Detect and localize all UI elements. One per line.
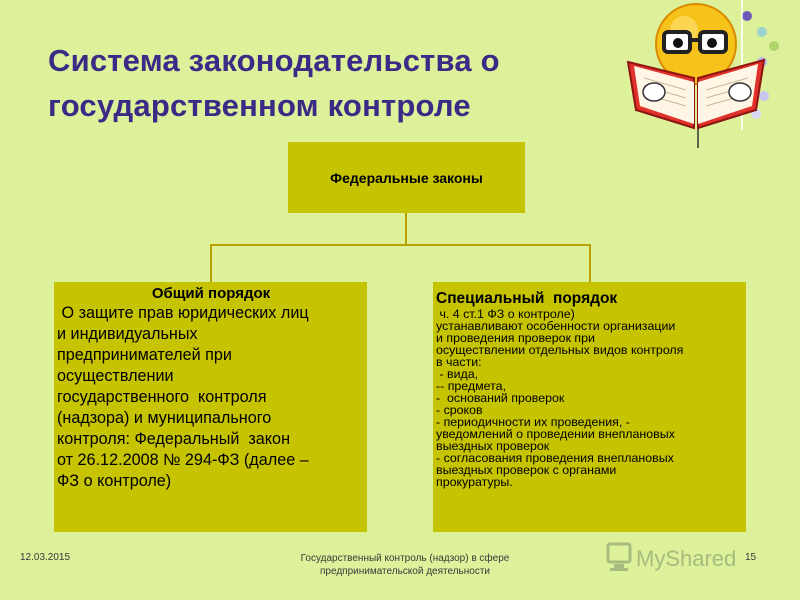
text-line: от 26.12.2008 № 294-ФЗ (далее – [57, 451, 309, 469]
text-line: предпринимателей при [57, 346, 232, 364]
connector-vertical-right [589, 244, 591, 282]
text-line: и индивидуальных [57, 325, 198, 343]
text-line: О защите прав юридических лиц [57, 304, 309, 322]
footer-caption [250, 552, 560, 578]
watermark-text: MyShared [636, 546, 737, 571]
footer-caption-line-1: Государственный контроль (надзор) в сфере [300, 553, 510, 564]
page-number: 15 [745, 552, 757, 563]
text-line: осуществлении отдельных видов контроля [436, 343, 684, 357]
box-federal-laws [288, 142, 525, 213]
text-line: -- предмета, [436, 379, 507, 393]
myshared-logo-icon [606, 538, 756, 583]
text-line: и проведения проверок при [436, 331, 595, 345]
text-line: - вида, [436, 367, 479, 381]
text-line: контроля: Федеральный закон [57, 430, 291, 448]
text-line: ФЗ о контроле) [57, 472, 172, 490]
box-special-procedure-text [436, 308, 744, 488]
smiley-reading-book-icon [624, 0, 794, 155]
connector-vertical-top [405, 213, 407, 245]
box-general-procedure [54, 282, 367, 532]
text-line: - согласования проведения внеплановых [436, 451, 674, 465]
text-line: ч. 4 ст.1 ФЗ о контроле) [436, 307, 575, 321]
text-line: - периодичности их проведения, - [436, 415, 630, 429]
text-line: - сроков [436, 403, 483, 417]
text-line: выездных проверок с органами [436, 463, 617, 477]
text-line: прокуратуры. [436, 475, 513, 489]
box-general-procedure-text [57, 303, 365, 492]
text-line: (надзора) и муниципального [57, 409, 272, 427]
footer-date: 12.03.2015 [20, 552, 71, 563]
page-title [48, 38, 608, 128]
footer-caption-line-2: предпринимательской деятельности [320, 566, 490, 577]
text-line: - оснований проверок [436, 391, 565, 405]
text-line: устанавливают особенности организации [436, 319, 676, 333]
text-line: уведомлений о проведении внеплановых [436, 427, 675, 441]
text-line: в части: [436, 355, 482, 369]
box-special-procedure-heading: Специальный порядок [436, 290, 618, 307]
box-general-procedure-heading: Общий порядок [151, 285, 271, 302]
text-line: осуществлении [57, 367, 174, 385]
text-line: выездных проверок [436, 439, 550, 453]
connector-vertical-left [210, 244, 212, 282]
page-title-line-2: государственном контроле [48, 88, 471, 123]
box-federal-laws-label: Федеральные законы [330, 169, 483, 186]
connector-horizontal [210, 244, 591, 246]
box-special-procedure [433, 282, 746, 532]
page-title-line-1: Система законодательства о [48, 43, 500, 78]
text-line: государственного контроля [57, 388, 267, 406]
